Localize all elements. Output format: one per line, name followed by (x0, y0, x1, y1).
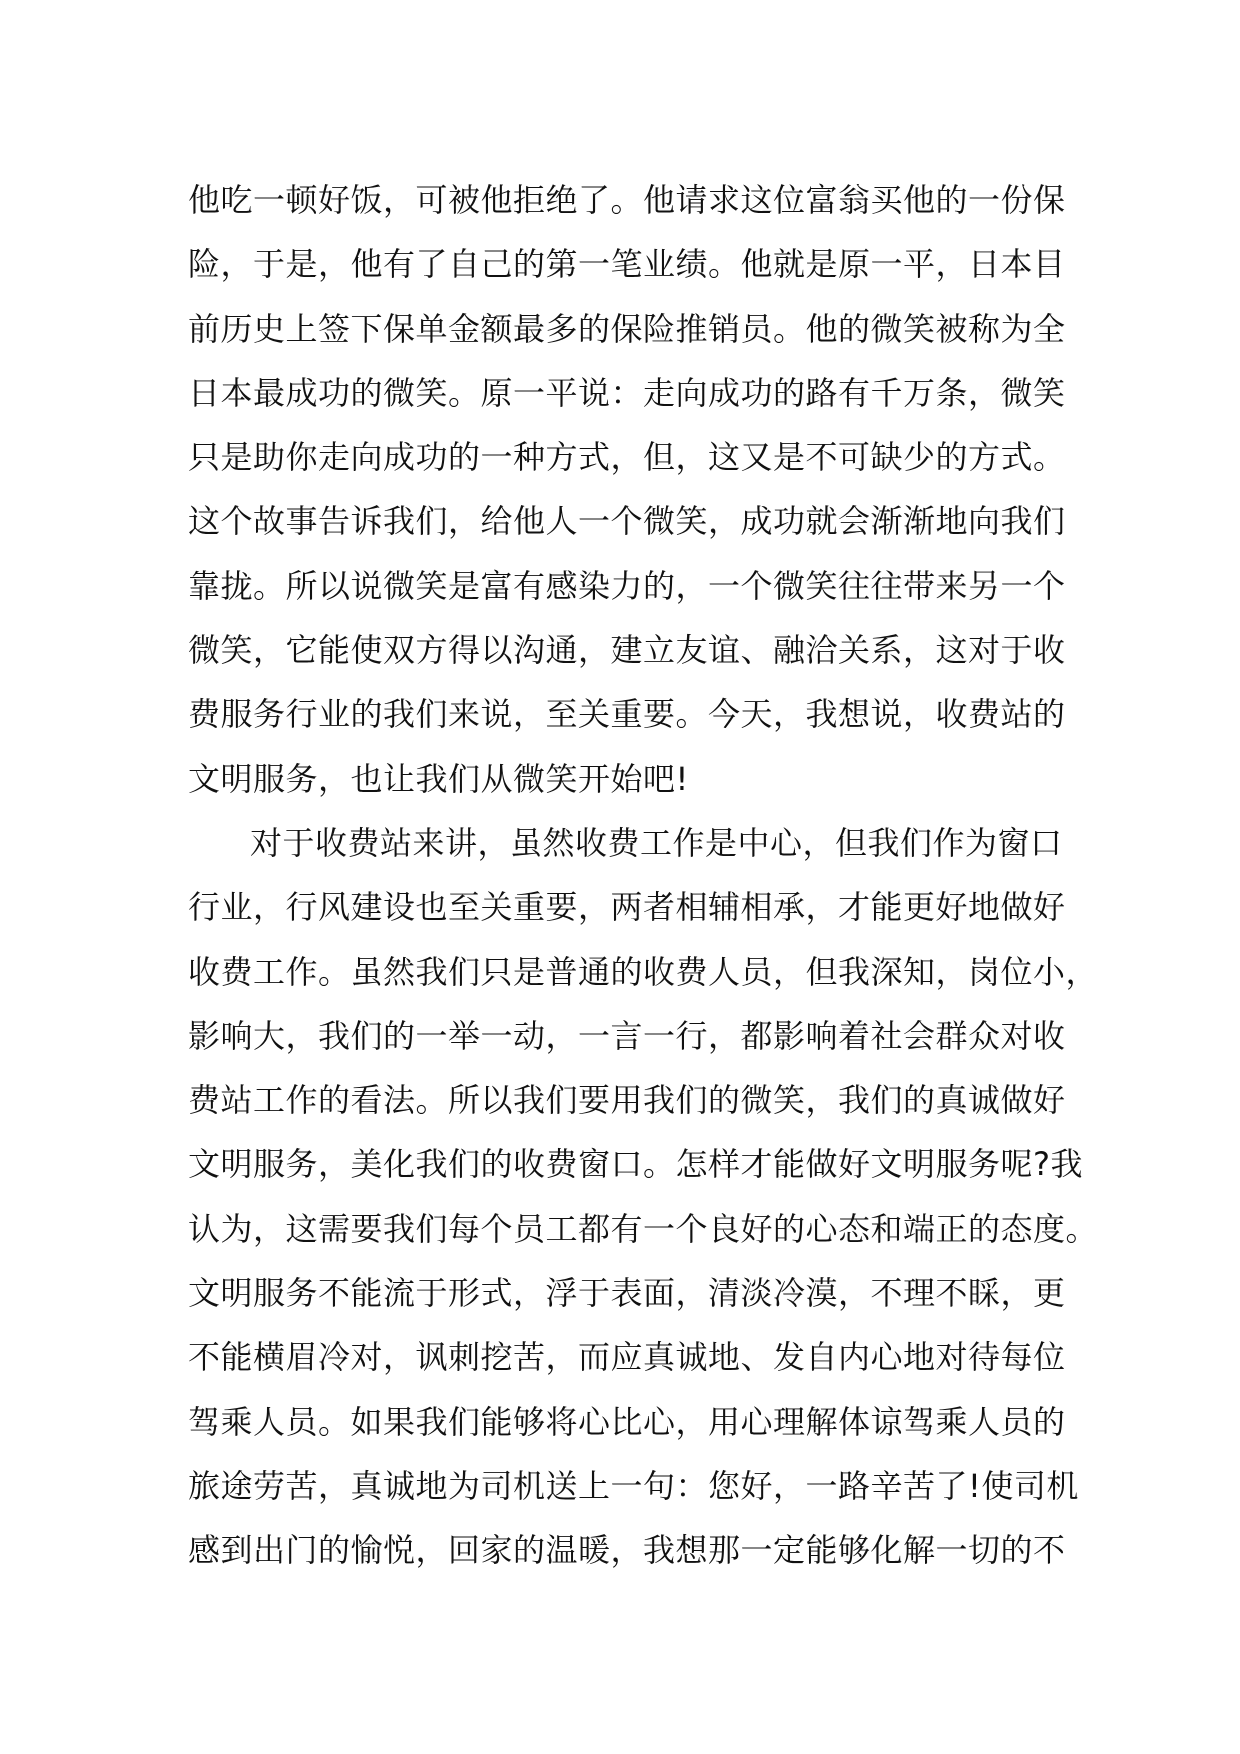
text-line: 感到出门的愉悦，回家的温暖，我想那一定能够化解一切的不 (188, 1531, 1066, 1570)
text-line: 前历史上签下保单金额最多的保险推销员。他的微笑被称为全 (188, 309, 1066, 348)
paragraph-1 (188, 168, 1088, 811)
text-line: 驾乘人员。如果我们能够将心比心，用心理解体谅驾乘人员的 (188, 1402, 1066, 1441)
text-line: 日本最成功的微笑。原一平说：走向成功的路有千万条，微笑 (188, 373, 1066, 412)
text-line: 旅途劳苦，真诚地为司机送上一句：您好，一路辛苦了!使司机 (188, 1466, 1079, 1505)
text-line: 只是助你走向成功的一种方式，但，这又是不可缺少的方式。 (188, 438, 1066, 477)
text-line: 险，于是，他有了自己的第一笔业绩。他就是原一平，日本目 (188, 245, 1066, 284)
text-line: 文明服务，美化我们的收费窗口。怎样才能做好文明服务呢?我 (188, 1145, 1083, 1184)
text-line: 费服务行业的我们来说，至关重要。今天，我想说，收费站的 (188, 695, 1066, 734)
text-line: 微笑，它能使双方得以沟通，建立友谊、融洽关系，这对于收 (188, 631, 1066, 670)
document-body (188, 168, 1099, 1583)
text-line: 文明服务，也让我们从微笑开始吧! (188, 759, 689, 798)
text-line: 靠拢。所以说微笑是富有感染力的，一个微笑往往带来另一个 (188, 566, 1066, 605)
text-line: 文明服务不能流于形式，浮于表面，清淡冷漠，不理不睬，更 (188, 1274, 1066, 1313)
text-line: 不能横眉冷对，讽刺挖苦，而应真诚地、发自内心地对待每位 (188, 1338, 1066, 1377)
paragraph-2 (188, 811, 1099, 1583)
text-line: 行业，行风建设也至关重要，两者相辅相承，才能更好地做好 (188, 888, 1066, 927)
text-line: 费站工作的看法。所以我们要用我们的微笑，我们的真诚做好 (188, 1081, 1066, 1120)
text-line: 认为，这需要我们每个员工都有一个良好的心态和端正的态度。 (188, 1209, 1099, 1248)
text-line: 他吃一顿好饭，可被他拒绝了。他请求这位富翁买他的一份保 (188, 181, 1066, 219)
text-line: 收费工作。虽然我们只是普通的收费人员，但我深知，岗位小， (188, 952, 1099, 991)
text-line-indented: 对于收费站来讲，虽然收费工作是中心，但我们作为窗口 (250, 823, 1063, 862)
text-line: 这个故事告诉我们，给他人一个微笑，成功就会渐渐地向我们 (188, 502, 1066, 541)
text-line: 影响大，我们的一举一动，一言一行，都影响着社会群众对收 (188, 1016, 1066, 1055)
